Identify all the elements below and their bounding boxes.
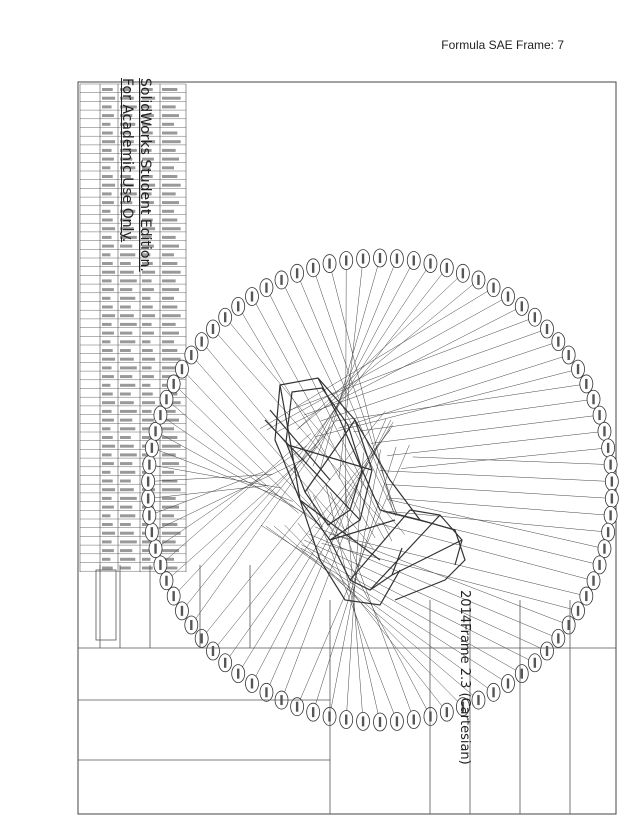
- frame-wireframe: [265, 378, 465, 605]
- watermark-line-1: SolidWorks Student Edition.: [137, 78, 153, 272]
- drawing-title: 2014Frame 2.3 (Cartesian): [457, 590, 472, 765]
- watermark-line-2: For Academic Use Only.: [119, 78, 135, 243]
- title-block: [78, 565, 616, 814]
- watermark-text: [118, 78, 154, 272]
- page-header: Formula SAE Frame: 7: [441, 38, 564, 52]
- balloon-callouts: [142, 249, 619, 731]
